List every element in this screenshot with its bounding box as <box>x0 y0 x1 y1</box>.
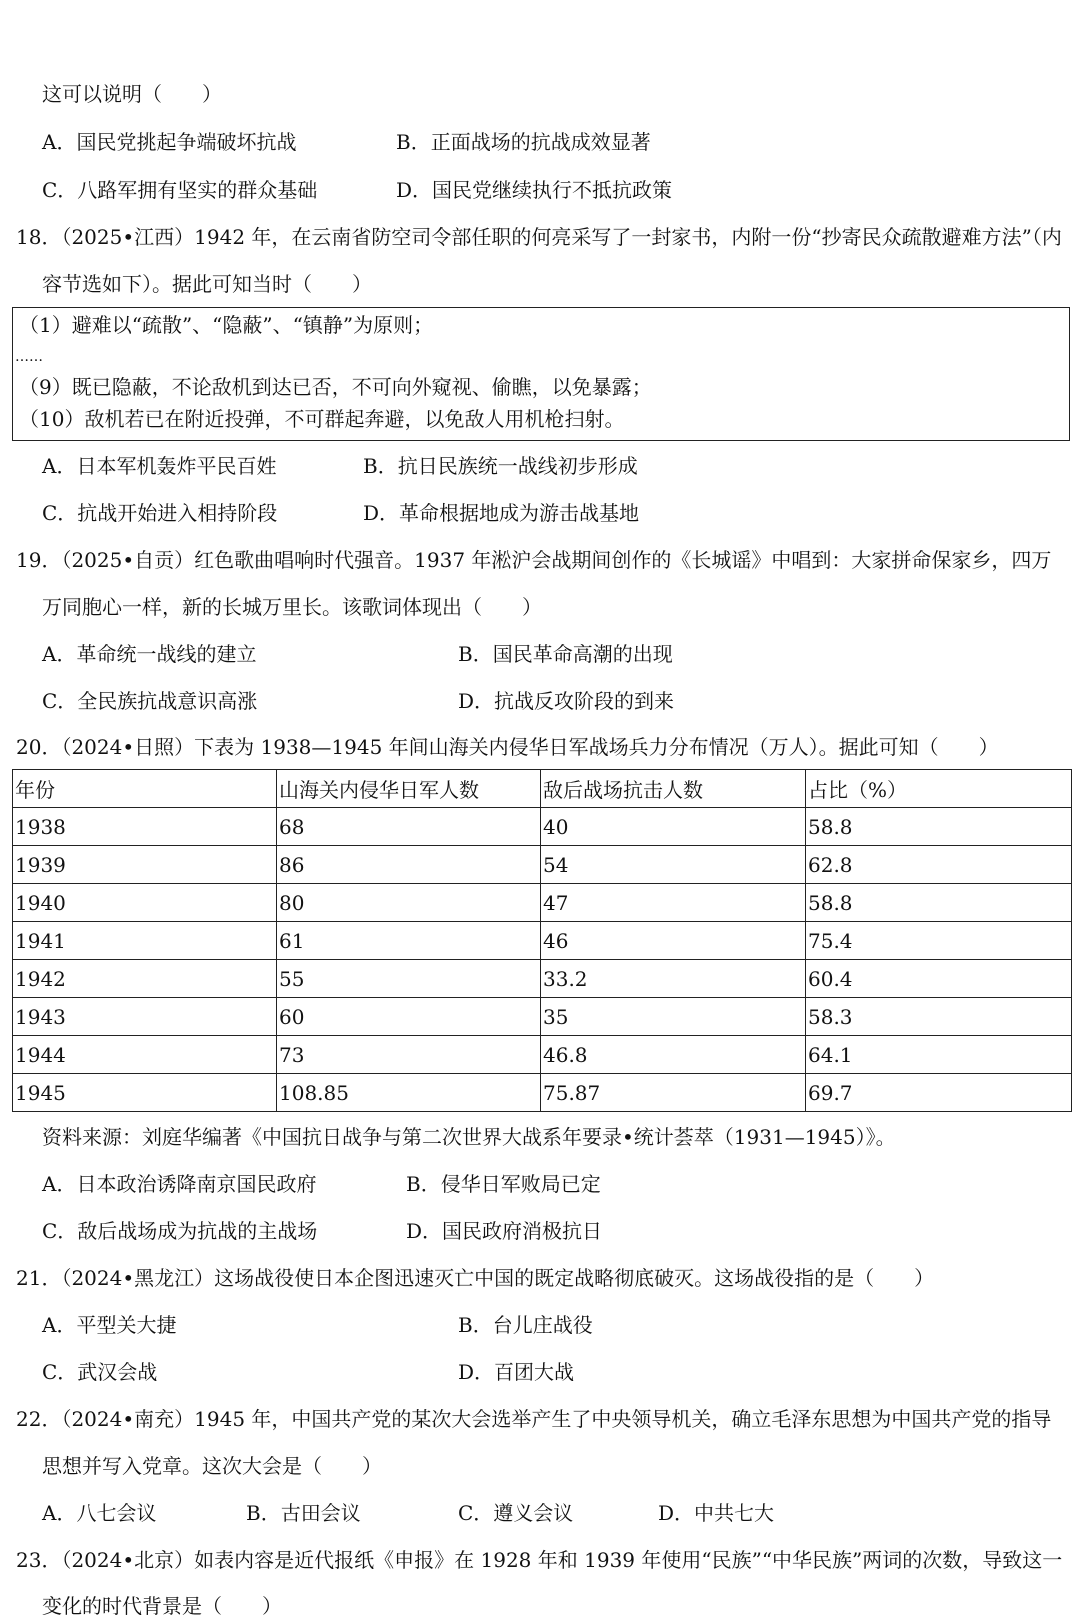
table-cell: 75.4 <box>806 922 1072 960</box>
table-cell: 1944 <box>13 1036 277 1074</box>
q20-option-c[interactable]: C．敌后战场成为抗战的主战场 <box>42 1219 318 1243</box>
q20-option-b[interactable]: B．侵华日军败局已定 <box>406 1172 601 1196</box>
table-cell: 55 <box>277 960 541 998</box>
q18-option-c[interactable]: C．抗战开始进入相持阶段 <box>42 501 278 525</box>
q21-option-a[interactable]: A．平型关大捷 <box>42 1313 177 1337</box>
table-cell: 1942 <box>13 960 277 998</box>
q22-option-a[interactable]: A．八七会议 <box>42 1501 157 1525</box>
table-row <box>13 922 1072 960</box>
q22-stem-line2: 思想并写入党章。这次大会是（ ） <box>42 1454 382 1478</box>
q18-box-line1: （1）避难以“疏散”、“隐蔽”、“镇静”为原则； <box>19 313 434 337</box>
table-cell: 1945 <box>13 1074 277 1112</box>
table-header-row <box>13 770 1072 808</box>
table-cell: 68 <box>277 808 541 846</box>
q21-option-b[interactable]: B．台儿庄战役 <box>458 1313 593 1337</box>
table-cell: 69.7 <box>806 1074 1072 1112</box>
q20-stem: 20．（2024•日照）下表为 1938—1945 年间山海关内侵华日军战场兵力分布情况（万人）。据此可知（ ） <box>16 735 999 759</box>
q22-stem-line1: 22．（2024•南充）1945 年，中国共产党的某次大会选举产生了中央领导机关，确立毛泽东思想为中国共产党的指导 <box>16 1407 1052 1431</box>
table-cell: 47 <box>541 884 806 922</box>
q21-stem: 21．（2024•黑龙江）这场战役使日本企图迅速灭亡中国的既定战略彻底破灭。这场战役指的是（ ） <box>16 1266 935 1290</box>
q18-option-d[interactable]: D．革命根据地成为游击战基地 <box>363 501 640 525</box>
q18-option-a[interactable]: A．日本军机轰炸平民百姓 <box>42 454 277 478</box>
table-cell: 1938 <box>13 808 277 846</box>
q17-option-d[interactable]: D．国民党继续执行不抵抗政策 <box>396 178 673 202</box>
q17-option-a[interactable]: A．国民党挑起争端破坏抗战 <box>42 130 297 154</box>
q22-option-b[interactable]: B．古田会议 <box>246 1501 361 1525</box>
q17-option-b[interactable]: B．正面战场的抗战成效显著 <box>396 130 651 154</box>
table-row <box>13 1036 1072 1074</box>
q23-stem-line1: 23．（2024•北京）如表内容是近代报纸《申报》在 1928 年和 1939 年使用“民族”“中华民族”两词的次数，导致这一 <box>16 1548 1063 1572</box>
q19-option-c[interactable]: C．全民族抗战意识高涨 <box>42 689 258 713</box>
q20-source-note: 资料来源：刘庭华编著《中国抗日战争与第二次世界大战系年要录•统计荟萃（1931—1945）》。 <box>42 1125 896 1149</box>
table-cell: 35 <box>541 998 806 1036</box>
q19-option-d[interactable]: D．抗战反攻阶段的到来 <box>458 689 675 713</box>
table-cell: 58.8 <box>806 808 1072 846</box>
table-header-cell: 山海关内侵华日军人数 <box>277 770 541 808</box>
table-cell: 61 <box>277 922 541 960</box>
table-cell: 75.87 <box>541 1074 806 1112</box>
table-cell: 40 <box>541 808 806 846</box>
q19-option-b[interactable]: B．国民革命高潮的出现 <box>458 642 673 666</box>
table-cell: 86 <box>277 846 541 884</box>
table-row <box>13 808 1072 846</box>
table-cell: 1941 <box>13 922 277 960</box>
q20-data-table <box>12 769 1072 1112</box>
q22-option-c[interactable]: C．遵义会议 <box>458 1501 574 1525</box>
table-cell: 58.3 <box>806 998 1072 1036</box>
q19-option-a[interactable]: A．革命统一战线的建立 <box>42 642 257 666</box>
q22-option-d[interactable]: D．中共七大 <box>658 1501 775 1525</box>
q19-stem-line2: 万同胞心一样，新的长城万里长。该歌词体现出（ ） <box>42 595 542 619</box>
q18-option-b[interactable]: B．抗日民族统一战线初步形成 <box>363 454 638 478</box>
table-header-cell: 年份 <box>13 770 277 808</box>
table-cell: 73 <box>277 1036 541 1074</box>
table-cell: 64.1 <box>806 1036 1072 1074</box>
q18-box-ellipsis: …… <box>15 349 43 365</box>
table-cell: 58.8 <box>806 884 1072 922</box>
table-cell: 62.8 <box>806 846 1072 884</box>
table-row <box>13 960 1072 998</box>
table-row <box>13 1074 1072 1112</box>
table-cell: 1943 <box>13 998 277 1036</box>
q18-stem-line2: 容节选如下）。据此可知当时（ ） <box>42 272 372 296</box>
table-row <box>13 884 1072 922</box>
table-row <box>13 998 1072 1036</box>
q18-source-box <box>12 307 1070 441</box>
table-cell: 60 <box>277 998 541 1036</box>
table-cell: 80 <box>277 884 541 922</box>
q21-option-d[interactable]: D．百团大战 <box>458 1360 575 1384</box>
table-cell: 60.4 <box>806 960 1072 998</box>
table-cell: 46 <box>541 922 806 960</box>
q18-box-line4: （10）敌机若已在附近投弹，不可群起奔避，以免敌人用机枪扫射。 <box>19 407 625 431</box>
q18-stem-line1: 18．（2025•江西）1942 年，在云南省防空司令部任职的何亮采写了一封家书，内附一份“抄寄民众疏散避难方法”（内 <box>16 225 1062 249</box>
q23-stem-line2: 变化的时代背景是（ ） <box>42 1594 282 1618</box>
q20-option-d[interactable]: D．国民政府消极抗日 <box>406 1219 603 1243</box>
table-cell: 54 <box>541 846 806 884</box>
table-header-cell: 占比（%） <box>806 770 1072 808</box>
table-row <box>13 846 1072 884</box>
table-cell: 46.8 <box>541 1036 806 1074</box>
table-cell: 33.2 <box>541 960 806 998</box>
q21-option-c[interactable]: C．武汉会战 <box>42 1360 158 1384</box>
q20-option-a[interactable]: A．日本政治诱降南京国民政府 <box>42 1172 317 1196</box>
table-cell: 1939 <box>13 846 277 884</box>
q19-stem-line1: 19．（2025•自贡）红色歌曲唱响时代强音。1937 年淞沪会战期间创作的《长城谣》中唱到：大家拼命保家乡，四万 <box>16 548 1052 572</box>
q18-box-line3: （9）既已隐蔽，不论敌机到达已否，不可向外窥视、偷瞧，以免暴露； <box>19 375 652 399</box>
q17-option-c[interactable]: C．八路军拥有坚实的群众基础 <box>42 178 318 202</box>
table-cell: 1940 <box>13 884 277 922</box>
q17-tail: 这可以说明（ ） <box>42 82 222 106</box>
table-cell: 108.85 <box>277 1074 541 1112</box>
table-header-cell: 敌后战场抗击人数 <box>541 770 806 808</box>
